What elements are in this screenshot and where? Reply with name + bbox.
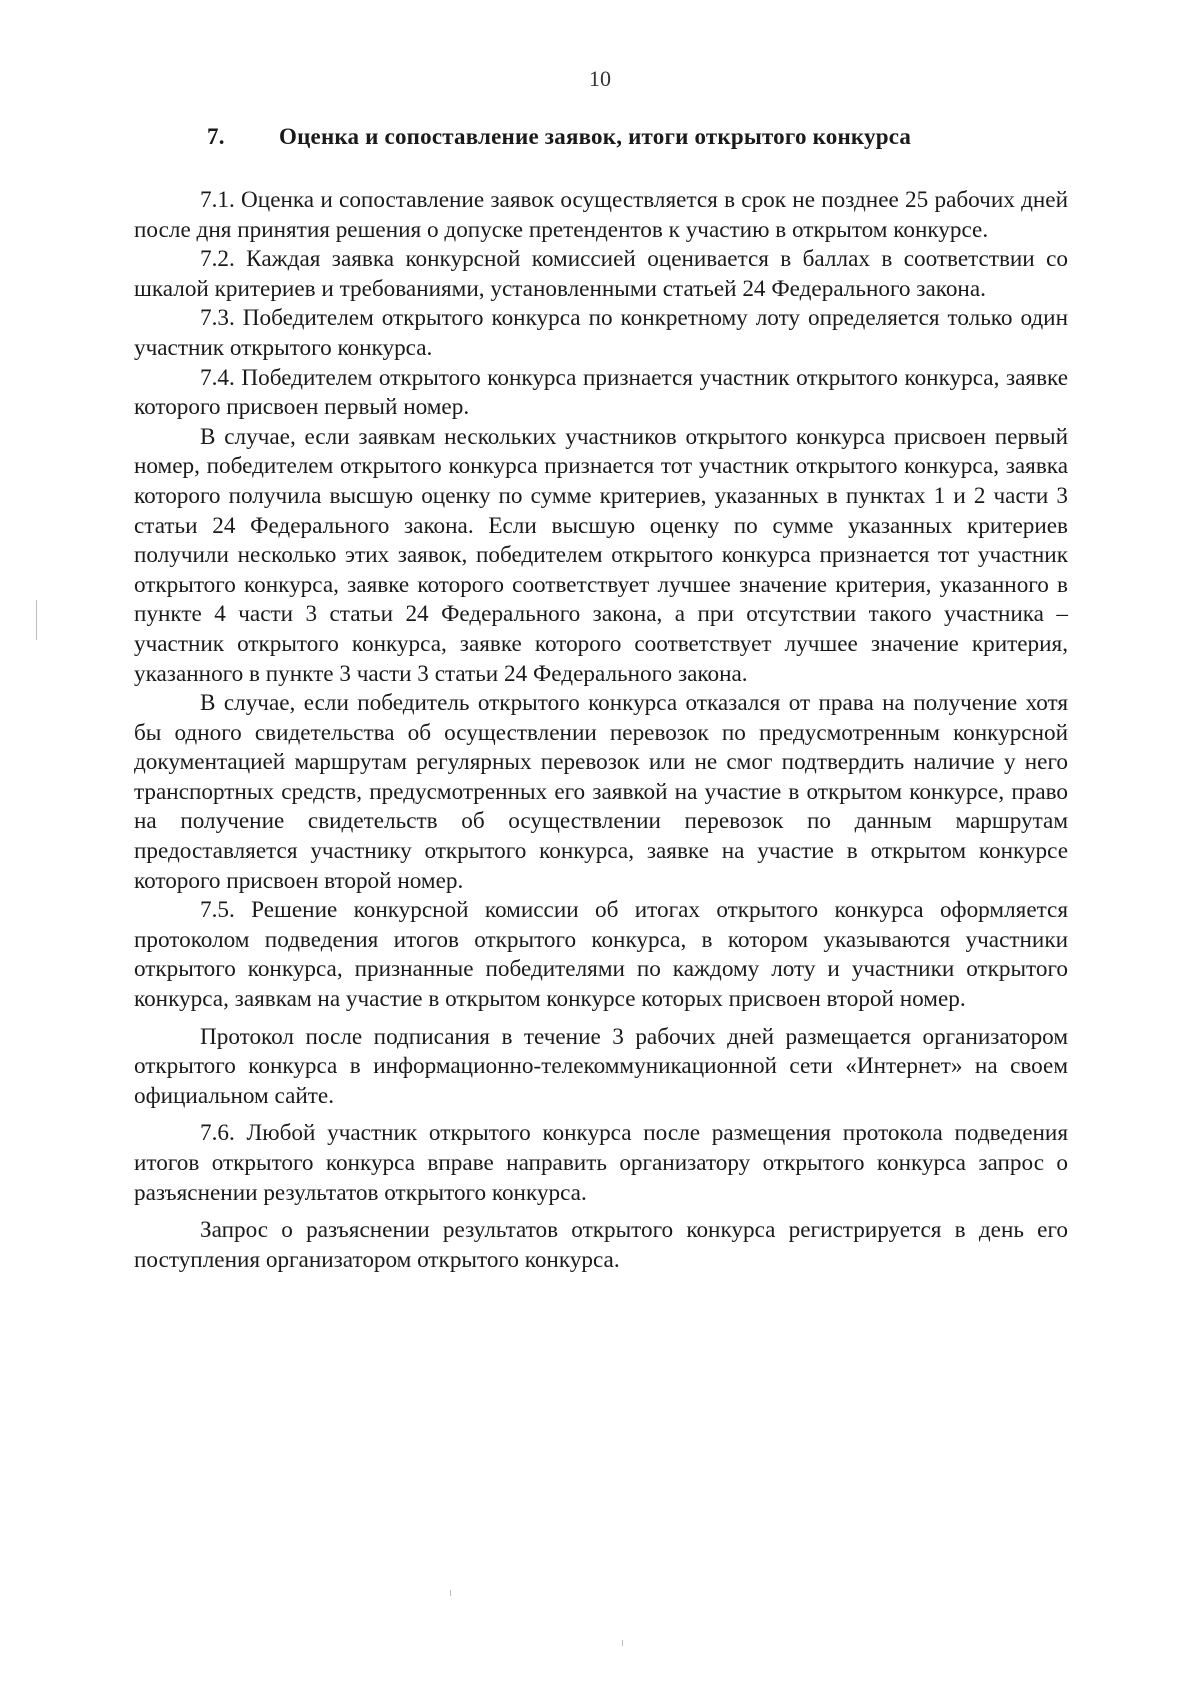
scan-artifact <box>450 1590 451 1596</box>
paragraph-7-3: 7.3. Победителем открытого конкурса по конкретному лоту определяется только один участник открытого конкурса. <box>134 305 1068 361</box>
paragraph-7-1: 7.1. Оценка и сопоставление заявок осуществляется в срок не позднее 25 рабочих дней после дня принятия решения о допуске претендентов к участию в открытом конкурсе. <box>134 187 1068 243</box>
paragraph-7-5: 7.5. Решение конкурсной комиссии об итогах открытого конкурса оформляется протоколом подведения итогов открытого конкурса, в котором указываются участники открытого конкурса, признанные победителями по каждому лоту и участники открытого конкурса, заявкам на участие в открытом конкурсе которых присвоен второй номер. <box>134 897 1068 1013</box>
page-number: 10 <box>589 66 611 91</box>
paragraph-7-4-refusal: В случае, если победитель открытого конкурса отказался от права на получение хотя бы одного свидетельства об осуществлении перевозок по предусмотренным конкурсной документацией маршрутам регулярных перевозок или не смог подтвердить наличие у него транспортных средств, предусмотренных его заявкой на участие в открытом конкурсе, право на получение свидетельств об осуществлении перевозок по данным маршрутам предоставляется участнику открытого конкурса, заявке на участие в открытом конкурсе которого присвоен второй номер. <box>134 690 1068 894</box>
paragraph-7-4-tie: В случае, если заявкам нескольких участников открытого конкурса присвоен первый номер, победителем открытого конкурса признается тот участник открытого конкурса, заявка которого получила высшую оценку по сумме критериев, указанных в пунктах 1 и 2 части 3 статьи 24 Федерального закона. Если высшую оценку по сумме указанных критериев получили несколько этих заявок, победителем открытого конкурса признается тот участник открытого конкурса, заявке которого соответствует лучшее значение критерия, указанного в пункте 4 части 3 статьи 24 Федерального закона, а при отсутствии такого участника – участник открытого конкурса, заявке которого соответствует лучшее значение критерия, указанного в пункте 3 части 3 статьи 24 Федерального закона. <box>134 423 1068 687</box>
section-heading <box>207 124 1107 150</box>
document-body <box>134 186 1068 1275</box>
paragraph-7-6: 7.6. Любой участник открытого конкурса после размещения протокола подведения итогов открытого конкурса вправе направить организатору открытого конкурса запрос о разъяснении результатов открытого конкурса. <box>134 1120 1068 1206</box>
section-title: Оценка и сопоставление заявок, итоги открытого конкурса <box>279 124 912 149</box>
paragraph-7-4: 7.4. Победителем открытого конкурса признается участник открытого конкурса, заявке которого присвоен первый номер. <box>134 364 1068 421</box>
scan-artifact <box>622 1640 623 1646</box>
section-number: 7. <box>207 124 225 149</box>
paragraph-7-6-request: Запрос о разъяснении результатов открытого конкурса регистрируется в день его поступления организатором открытого конкурса. <box>134 1217 1068 1273</box>
paragraph-7-5-protocol: Протокол после подписания в течение 3 рабочих дней размещается организатором открытого конкурса в информационно-телекоммуникационной сети «Интернет» на своем официальном сайте. <box>134 1023 1068 1109</box>
scan-artifact <box>36 600 37 640</box>
paragraph-7-2: 7.2. Каждая заявка конкурсной комиссией оценивается в баллах в соответствии со шкалой критериев и требованиями, установленными статьей 24 Федерального закона. <box>134 246 1068 302</box>
